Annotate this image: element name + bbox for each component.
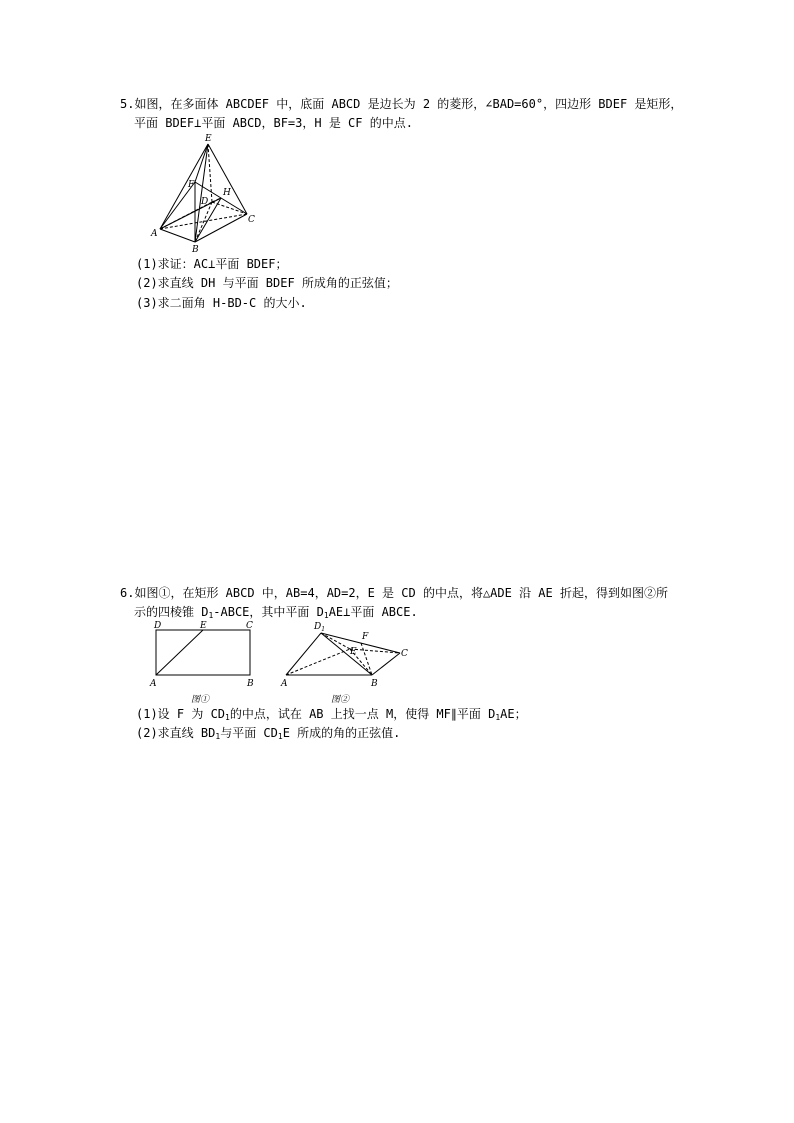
fig1-caption: 图① bbox=[191, 695, 210, 705]
label-a: A bbox=[151, 229, 158, 239]
label-c: C bbox=[248, 215, 255, 225]
q5-part3: (3)求二面角 H-BD-C 的大小. bbox=[136, 296, 307, 310]
fig1-label-a: A bbox=[150, 679, 157, 689]
edge-ec bbox=[208, 144, 247, 214]
segment-ad1 bbox=[286, 633, 321, 675]
fig2-label-e: E bbox=[350, 647, 357, 657]
q6-figure-2-pyramid bbox=[276, 618, 416, 706]
label-f: F bbox=[188, 180, 195, 190]
label-b: B bbox=[192, 245, 199, 254]
q6-stem-line2: 示的四棱锥 $D_1$-ABCE，其中平面 $D_1AE\perp$平面 ABCE. bbox=[134, 605, 418, 620]
q5-part1: (1)求证：AC⊥平面 BDEF； bbox=[136, 257, 288, 271]
fig2-label-d1: $D_1$ bbox=[314, 622, 326, 633]
q5-stem-line2: 平面 BDEF⊥平面 ABCD，BF=3，H 是 CF 的中点. bbox=[134, 116, 413, 130]
q6-stem-line1: 6.如图①，在矩形 ABCD 中，AB=4，AD=2，E 是 CD 的中点，将△ADE 沿 AE 折起，得到如图②所 bbox=[120, 586, 668, 600]
fig2-label-a: A bbox=[281, 679, 288, 689]
label-h: H bbox=[223, 188, 231, 198]
fig1-label-b: B bbox=[247, 679, 254, 689]
q5-polyhedron-figure bbox=[146, 132, 262, 254]
q6-part1: (1)设 F 为 $CD_1$的中点，试在 AB 上找一点 M，使得 MF∥平面 $D_1AE$； bbox=[136, 707, 527, 722]
segment-bc bbox=[372, 653, 400, 675]
fig2-caption: 图② bbox=[331, 695, 350, 705]
segment-ae bbox=[156, 630, 203, 675]
fig1-label-d: D bbox=[154, 621, 162, 631]
label-d: D bbox=[201, 197, 209, 207]
edge-de bbox=[208, 144, 212, 202]
edge-ab bbox=[160, 229, 195, 242]
rect-abcd bbox=[156, 630, 250, 675]
fig2-label-c: C bbox=[401, 649, 408, 659]
fig1-label-c: C bbox=[246, 621, 253, 631]
fig2-label-f: F bbox=[362, 632, 369, 642]
q5-stem-line1: 5.如图，在多面体 ABCDEF 中，底面 ABCD 是边长为 2 的菱形，∠BAD=60°，四边形 BDEF 是矩形， bbox=[120, 97, 683, 111]
segment-d1e bbox=[321, 633, 350, 649]
label-e: E bbox=[205, 134, 212, 144]
fig2-label-b: B bbox=[371, 679, 378, 689]
q6-figure-1-rectangle bbox=[146, 618, 266, 706]
q6-part2: (2)求直线 $BD_1$与平面 $CD_1E$ 所成的角的正弦值. bbox=[136, 726, 401, 741]
fig1-label-e: E bbox=[200, 621, 207, 631]
segment-ae bbox=[286, 649, 350, 675]
q5-part2: (2)求直线 DH 与平面 BDEF 所成角的正弦值； bbox=[136, 276, 398, 290]
